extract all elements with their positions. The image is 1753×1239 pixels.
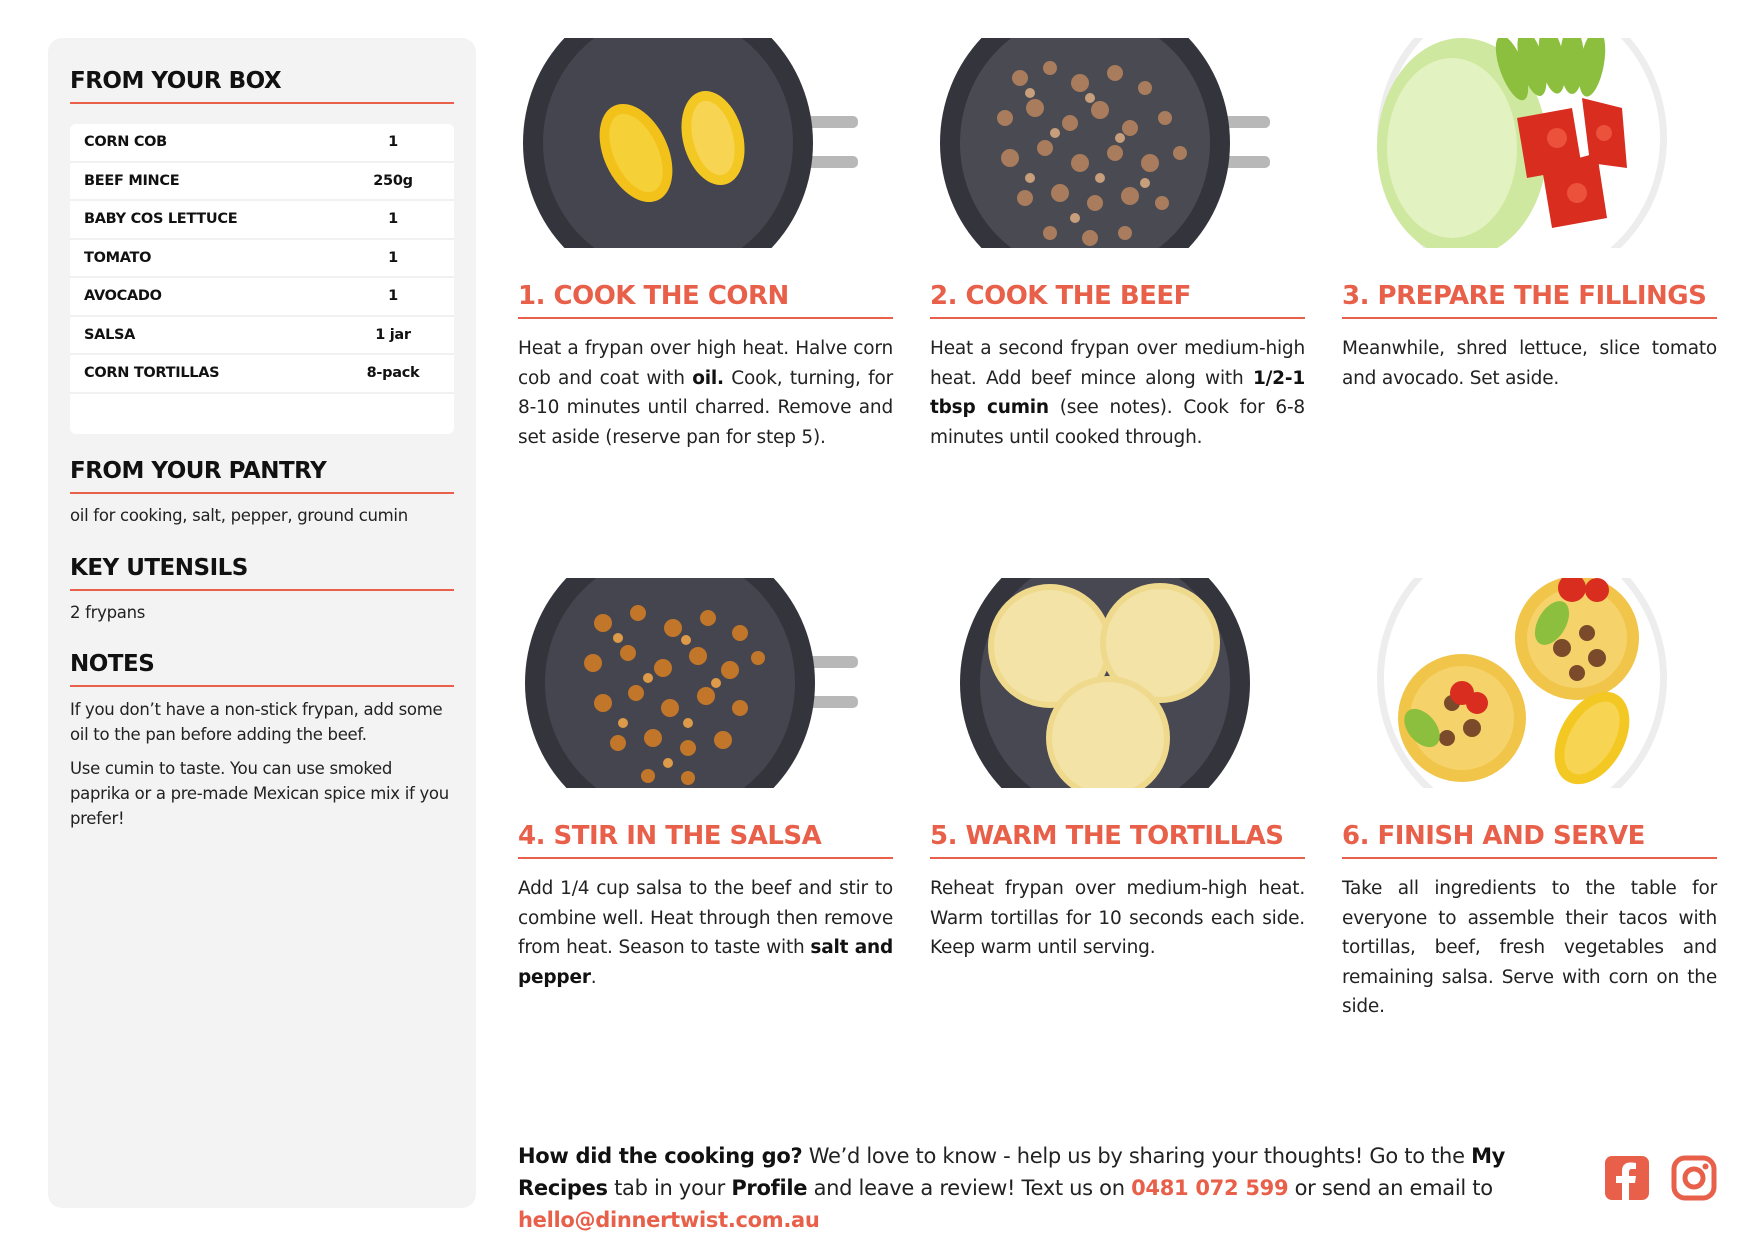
- table-row: [70, 317, 454, 356]
- body-text: .: [590, 966, 597, 988]
- ingredient-qty: 1: [388, 288, 398, 305]
- step-4-body: [518, 874, 893, 992]
- box-heading: FROM YOUR BOX: [70, 68, 454, 104]
- ingredient-name: BEEF MINCE: [84, 172, 180, 189]
- contact-link[interactable]: hello@dinnertwist.com.au: [518, 1208, 820, 1232]
- note-2: Use cumin to taste. You can use smoked paprika or a pre-made Mexican spice mix if you prefer!: [70, 759, 449, 828]
- emphasis-text: My Recipes: [518, 1144, 1506, 1200]
- emphasis-text: How did the cooking go?: [518, 1144, 803, 1168]
- utensils-heading: KEY UTENSILS: [70, 555, 454, 591]
- step-4-photo: [518, 578, 893, 788]
- table-row: [70, 278, 454, 317]
- notes-heading: NOTES: [70, 651, 454, 687]
- step-5-photo: [930, 578, 1305, 788]
- emphasis-text: 1/2-1 tbsp cumin: [930, 367, 1305, 418]
- body-text: We’d love to know - help us by sharing your thoughts! Go to the: [802, 1144, 1472, 1168]
- ingredient-qty: 1: [388, 249, 398, 266]
- pantry-text: oil for cooking, salt, pepper, ground cumin: [70, 506, 408, 525]
- step-2-photo: [930, 38, 1305, 248]
- body-text: Reheat frypan over medium-high heat. Warm tortillas for 10 seconds each side. Keep warm until serving.: [930, 878, 1305, 958]
- table-row: [70, 124, 454, 163]
- body-text: Heat a second frypan over medium-high heat. Add beef mince along with: [930, 338, 1305, 389]
- ingredient-name: CORN COB: [84, 134, 167, 151]
- step-4-title: 4. STIR IN THE SALSA: [518, 821, 893, 859]
- step-3-photo: [1342, 38, 1717, 248]
- body-text: Heat a frypan over high heat. Halve corn cob and coat with: [518, 338, 893, 389]
- step-2-body: [930, 334, 1305, 452]
- table-row: [70, 201, 454, 240]
- ingredient-qty: 1: [388, 134, 398, 151]
- body-text: Add 1/4 cup salsa to the beef and stir to combine well. Heat through then remove from heat. Season to taste with: [518, 878, 893, 958]
- ingredient-name: SALSA: [84, 326, 136, 343]
- utensils-text: 2 frypans: [70, 603, 146, 622]
- step-3-body: [1342, 334, 1717, 393]
- ingredient-name: AVOCADO: [84, 288, 162, 305]
- body-text: Meanwhile, shred lettuce, slice tomato and avocado. Set aside.: [1342, 338, 1717, 389]
- note-1: If you don’t have a non-stick frypan, add some oil to the pan before adding the beef.: [70, 700, 443, 744]
- ingredient-name: TOMATO: [84, 249, 152, 266]
- table-row: [70, 163, 454, 202]
- box-ingredients-table: [70, 124, 454, 434]
- step-2-title: 2. COOK THE BEEF: [930, 281, 1305, 319]
- emphasis-text: salt and pepper: [518, 937, 894, 988]
- sidebar: [48, 38, 476, 1208]
- step-3-title: 3. PREPARE THE FILLINGS: [1342, 281, 1717, 319]
- feedback-footer: [518, 1140, 1578, 1236]
- step-6-title: 6. FINISH AND SERVE: [1342, 821, 1717, 859]
- ingredient-qty: 8-pack: [366, 365, 420, 382]
- body-text: tab in your: [607, 1176, 732, 1200]
- facebook-icon[interactable]: [1604, 1155, 1650, 1201]
- step-1-photo: [518, 38, 893, 248]
- ingredient-qty: 1 jar: [375, 326, 411, 343]
- step-5-body: [930, 874, 1305, 963]
- step-6-body: [1342, 874, 1717, 1022]
- step-6-photo: [1342, 578, 1717, 788]
- ingredient-name: CORN TORTILLAS: [84, 365, 220, 382]
- body-text: and leave a review! Text us on: [807, 1176, 1132, 1200]
- instagram-icon[interactable]: [1671, 1155, 1717, 1201]
- ingredient-qty: 1: [388, 211, 398, 228]
- step-1-title: 1. COOK THE CORN: [518, 281, 893, 319]
- table-row: [70, 355, 454, 394]
- body-text: or send an email to: [1288, 1176, 1493, 1200]
- contact-link[interactable]: 0481 072 599: [1131, 1176, 1289, 1200]
- table-row: [70, 240, 454, 279]
- ingredient-qty: 250g: [373, 172, 413, 189]
- emphasis-text: oil.: [692, 367, 724, 389]
- step-5-title: 5. WARM THE TORTILLAS: [930, 821, 1305, 859]
- body-text: Take all ingredients to the table for everyone to assemble their tacos with tortillas, beef, fresh vegetables and remaining salsa. Serve with corn on the side.: [1342, 878, 1717, 1017]
- ingredient-name: BABY COS LETTUCE: [84, 211, 238, 228]
- pantry-heading: FROM YOUR PANTRY: [70, 458, 454, 494]
- step-1-body: [518, 334, 893, 452]
- body-text: Cook, turning, for 8-10 minutes until charred. Remove and set aside (reserve pan for step 5).: [518, 367, 893, 448]
- body-text: (see notes). Cook for 6-8 minutes until cooked through.: [930, 397, 1305, 448]
- emphasis-text: Profile: [731, 1176, 808, 1200]
